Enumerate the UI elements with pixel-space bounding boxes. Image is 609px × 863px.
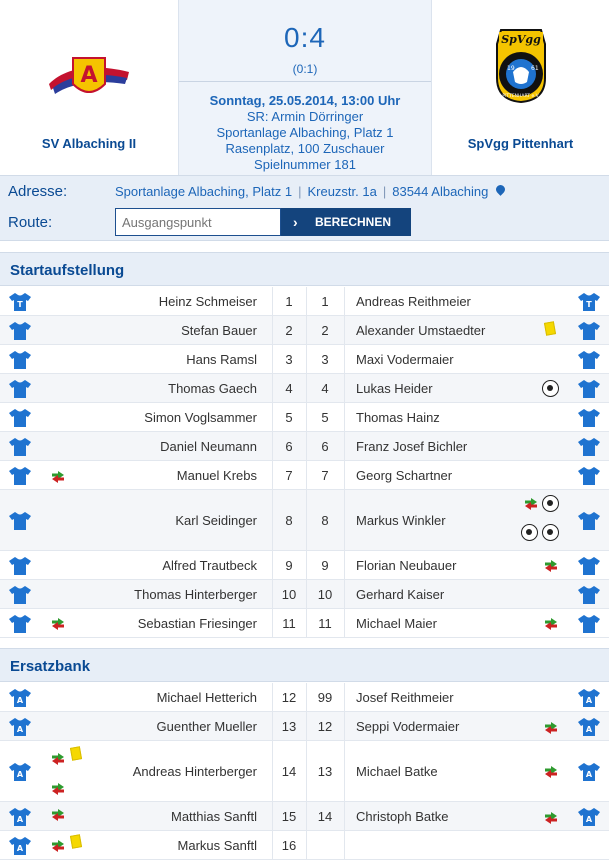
home-shirt-number: 3 <box>285 352 293 367</box>
home-shirt-number: 5 <box>285 410 293 425</box>
away-logo-year-right: 61 <box>530 65 539 72</box>
divider <box>344 580 345 608</box>
substitution-icon <box>49 838 67 854</box>
home-team-name[interactable]: SV Albaching II <box>41 136 137 151</box>
home-shirt-icon <box>8 688 32 708</box>
home-shirt-icon <box>8 717 32 737</box>
substitution-icon <box>49 616 67 632</box>
home-player-name[interactable]: Alfred Trautbeck <box>162 558 257 573</box>
away-shirt-icon <box>577 292 601 312</box>
address-street[interactable]: Kreuzstr. 1a <box>307 184 377 199</box>
lineup-row <box>0 432 609 461</box>
home-shirt-icon <box>8 614 32 634</box>
away-shirt-number: 11 <box>318 616 332 631</box>
divider <box>344 403 345 431</box>
lineup-row <box>0 316 609 345</box>
goal-ball-icon <box>521 524 538 541</box>
address-panel <box>0 175 609 241</box>
svg-text:A: A <box>585 725 593 734</box>
away-player-name[interactable]: Michael Batke <box>356 764 438 779</box>
away-player-name[interactable]: Markus Winkler <box>356 513 446 528</box>
home-shirt-icon <box>8 762 32 782</box>
home-team-logo[interactable] <box>47 54 131 100</box>
match-info-box <box>178 0 432 175</box>
divider <box>179 81 431 82</box>
home-player-name[interactable]: Karl Seidinger <box>175 513 257 528</box>
substitution-icon <box>542 764 560 780</box>
surface-attendance: Rasenplatz, 100 Zuschauer <box>225 141 385 156</box>
bench-row <box>0 831 609 860</box>
bench-header <box>0 648 609 682</box>
away-shirt-number: 13 <box>317 764 333 779</box>
svg-text:A: A <box>585 770 593 779</box>
bench-row <box>0 712 609 741</box>
home-player-name[interactable]: Thomas Gaech <box>168 381 257 396</box>
away-player-name[interactable]: Christoph Batke <box>356 809 449 824</box>
goal-ball-icon <box>542 380 559 397</box>
substitution-icon <box>49 751 67 767</box>
home-team[interactable] <box>0 0 178 175</box>
divider <box>344 374 345 402</box>
home-shirt-icon <box>8 350 32 370</box>
divider <box>344 609 345 637</box>
away-shirt-number: 9 <box>321 558 329 573</box>
separator: | <box>382 184 387 199</box>
away-shirt-number: 7 <box>321 468 329 483</box>
home-shirt-icon <box>8 585 32 605</box>
substitution-icon <box>522 496 540 512</box>
away-shirt-icon <box>577 511 601 531</box>
away-team-logo[interactable] <box>493 26 549 104</box>
address-value[interactable] <box>115 184 505 199</box>
away-shirt-number: 1 <box>321 294 329 309</box>
home-shirt-icon <box>8 511 32 531</box>
away-shirt-icon <box>577 585 601 605</box>
match-details <box>179 93 431 173</box>
substitution-icon <box>49 781 67 797</box>
home-shirt-icon <box>8 807 32 827</box>
home-shirt-number: 1 <box>285 294 293 309</box>
away-shirt-icon <box>577 717 601 737</box>
home-shirt-number: 6 <box>285 439 293 454</box>
away-player-name[interactable]: Georg Schartner <box>356 468 453 483</box>
away-shirt-number: 6 <box>321 439 329 454</box>
home-shirt-number: 10 <box>281 587 297 602</box>
match-header <box>0 0 609 175</box>
away-shirt-icon <box>577 614 601 634</box>
svg-text:A: A <box>16 696 24 705</box>
home-shirt-number: 14 <box>281 764 297 779</box>
divider <box>344 432 345 460</box>
divider <box>344 551 345 579</box>
away-logo-ring-text: PITTENHART e.V. <box>501 94 540 99</box>
home-shirt-number: 4 <box>285 381 293 396</box>
lineup-title: Startaufstellung <box>10 262 125 279</box>
divider <box>344 287 345 315</box>
bench-row <box>0 741 609 802</box>
chevron-right-icon: › <box>293 214 298 230</box>
home-shirt-number: 15 <box>281 809 297 824</box>
away-shirt-number: 8 <box>321 513 329 528</box>
away-shirt-icon <box>577 408 601 428</box>
away-shirt-icon <box>577 762 601 782</box>
home-player-name[interactable]: Manuel Krebs <box>176 468 257 483</box>
away-shirt-icon <box>577 437 601 457</box>
away-player-name[interactable]: Michael Maier <box>356 616 437 631</box>
yellow-card-icon <box>70 834 82 849</box>
lineup-row <box>0 551 609 580</box>
address-place[interactable]: Sportanlage Albaching, Platz 1 <box>115 184 293 199</box>
home-shirt-icon <box>8 292 32 312</box>
home-shirt-icon <box>8 408 32 428</box>
away-shirt-icon <box>577 321 601 341</box>
lineup-row <box>0 287 609 316</box>
away-shirt-icon <box>577 379 601 399</box>
bench-row <box>0 683 609 712</box>
referee: SR: Armin Dörringer <box>246 109 364 124</box>
away-shirt-number: 3 <box>321 352 329 367</box>
home-shirt-number: 13 <box>281 719 297 734</box>
home-shirt-icon <box>8 836 32 856</box>
away-shirt-number: 14 <box>317 809 333 824</box>
away-player-name[interactable]: Seppi Vodermaier <box>356 719 460 734</box>
lineup-row <box>0 609 609 638</box>
away-shirt-icon <box>577 688 601 708</box>
away-player-name[interactable]: Alexander Umstaedter <box>356 323 486 338</box>
away-shirt-number: 12 <box>317 719 333 734</box>
away-shirt-icon <box>577 807 601 827</box>
divider <box>344 461 345 489</box>
lineup-header <box>0 252 609 286</box>
goal-ball-icon <box>542 495 559 512</box>
away-team[interactable] <box>432 0 609 175</box>
home-shirt-icon <box>8 556 32 576</box>
calculate-route-label: BERECHNEN <box>315 215 392 229</box>
away-player-name[interactable]: Andreas Reithmeier <box>356 294 471 309</box>
svg-text:A: A <box>16 770 24 779</box>
home-logo-letter: A <box>80 63 98 88</box>
lineup-row <box>0 490 609 551</box>
home-shirt-icon <box>8 379 32 399</box>
svg-text:A: A <box>16 725 24 734</box>
halftime-score: (0:1) <box>292 62 318 76</box>
divider <box>344 683 345 711</box>
lineup-row <box>0 461 609 490</box>
home-player-name[interactable]: Michael Hetterich <box>156 690 257 705</box>
home-shirt-number: 9 <box>285 558 293 573</box>
home-shirt-icon <box>8 466 32 486</box>
address-label: Adresse: <box>8 183 68 200</box>
home-shirt-number: 11 <box>282 616 296 631</box>
svg-text:A: A <box>585 696 593 705</box>
home-player-name[interactable]: Simon Voglsammer <box>144 410 257 425</box>
lineup-row <box>0 403 609 432</box>
away-shirt-icon <box>577 466 601 486</box>
route-label: Route: <box>8 214 53 231</box>
away-logo-year-left: 19 <box>506 65 515 72</box>
home-shirt-icon <box>8 437 32 457</box>
substitution-icon <box>542 616 560 632</box>
svg-text:T: T <box>17 300 23 309</box>
home-player-name[interactable]: Thomas Hinterberger <box>134 587 257 602</box>
away-player-name[interactable]: Maxi Vodermaier <box>356 352 454 367</box>
substitution-icon <box>542 720 560 736</box>
lineup-row <box>0 580 609 609</box>
away-player-name[interactable]: Gerhard Kaiser <box>356 587 445 602</box>
match-date: Sonntag, 25.05.2014, 13:00 Uhr <box>209 93 401 108</box>
home-shirt-number: 2 <box>285 323 293 338</box>
away-team-name[interactable]: SpVgg Pittenhart <box>467 136 574 151</box>
away-shirt-icon <box>577 350 601 370</box>
away-shirt-number: 10 <box>317 587 333 602</box>
home-shirt-number: 7 <box>285 468 293 483</box>
substitution-icon <box>542 558 560 574</box>
substitution-icon <box>49 469 67 485</box>
substitution-icon <box>49 807 67 823</box>
venue: Sportanlage Albaching, Platz 1 <box>216 125 394 140</box>
away-shirt-icon <box>577 556 601 576</box>
home-shirt-icon <box>8 321 32 341</box>
final-score: 0:4 <box>284 22 326 53</box>
yellow-card-icon <box>70 746 82 761</box>
substitution-icon <box>542 810 560 826</box>
home-shirt-number: 16 <box>281 838 297 853</box>
away-player-name[interactable]: Franz Josef Bichler <box>356 439 468 454</box>
home-player-name[interactable]: Hans Ramsl <box>186 352 257 367</box>
away-player-name[interactable]: Lukas Heider <box>356 381 433 396</box>
home-player-name[interactable]: Markus Sanftl <box>177 838 257 853</box>
map-pin-icon[interactable] <box>495 183 508 196</box>
svg-text:A: A <box>16 844 24 853</box>
home-shirt-number: 8 <box>285 513 293 528</box>
away-player-name[interactable]: Josef Reithmeier <box>356 690 454 705</box>
away-shirt-number: 4 <box>321 381 329 396</box>
route-start-input[interactable] <box>115 208 281 236</box>
address-city[interactable]: 83544 Albaching <box>392 184 489 199</box>
divider <box>306 831 307 859</box>
divider <box>344 741 345 801</box>
calculate-route-button[interactable] <box>281 208 411 236</box>
divider <box>344 316 345 344</box>
goal-ball-icon <box>542 524 559 541</box>
home-shirt-number: 12 <box>281 690 297 705</box>
away-shirt-number: 5 <box>321 410 329 425</box>
divider <box>344 490 345 550</box>
svg-text:A: A <box>585 815 593 824</box>
svg-text:T: T <box>586 300 592 309</box>
divider <box>344 831 345 859</box>
away-logo-text: SpVgg <box>500 33 541 46</box>
yellow-card-icon <box>544 321 556 336</box>
home-player-name[interactable]: Matthias Sanftl <box>171 809 257 824</box>
home-player-name[interactable]: Sebastian Friesinger <box>137 616 257 631</box>
divider <box>344 802 345 830</box>
away-player-name[interactable]: Thomas Hainz <box>356 410 440 425</box>
home-player-name[interactable]: Daniel Neumann <box>160 439 257 454</box>
home-player-name[interactable]: Andreas Hinterberger <box>132 764 257 779</box>
lineup-row <box>0 345 609 374</box>
bench-row <box>0 802 609 831</box>
game-number: Spielnummer 181 <box>254 157 356 172</box>
away-shirt-number: 2 <box>321 323 329 338</box>
divider <box>344 712 345 740</box>
bench-title: Ersatzbank <box>10 658 91 675</box>
home-player-name[interactable]: Heinz Schmeiser <box>158 294 257 309</box>
lineup-row <box>0 374 609 403</box>
separator: | <box>298 184 302 199</box>
home-player-name[interactable]: Stefan Bauer <box>181 323 257 338</box>
divider <box>344 345 345 373</box>
away-player-name[interactable]: Florian Neubauer <box>356 558 457 573</box>
away-shirt-number: 99 <box>317 690 333 705</box>
svg-text:A: A <box>16 815 24 824</box>
home-player-name[interactable]: Guenther Mueller <box>156 719 257 734</box>
